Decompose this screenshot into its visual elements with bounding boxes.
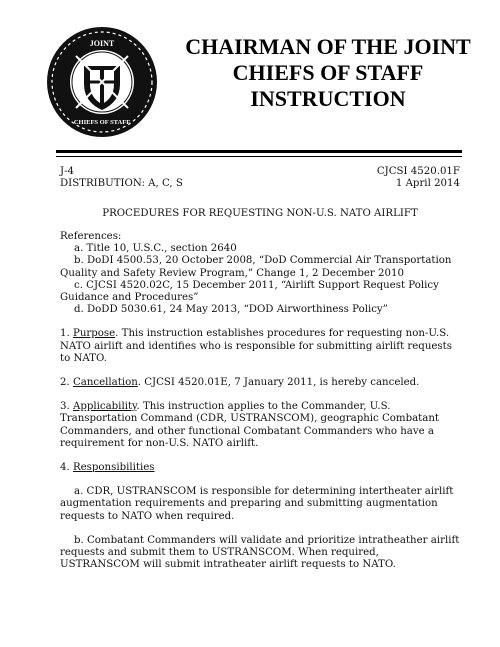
document-body <box>60 231 460 571</box>
title-line-2: CHIEFS OF STAFF <box>232 60 424 85</box>
document-title: PROCEDURES FOR REQUESTING NON-U.S. NATO AIRLIFT <box>102 208 418 219</box>
jcs-seal <box>46 26 158 138</box>
seal-bottom-text: CHIEFS OF STAFF <box>73 119 131 126</box>
title-line-3: INSTRUCTION <box>250 86 406 111</box>
reference-b: b. DoDI 4500.53, 20 October 2008, “DoD Commercial Air Transportation Quality and Safety Review Program,” Change 1, 2 December 2010 <box>60 255 452 279</box>
applicability-paragraph: 3. Applicability. This instruction applies to the Commander, U.S. Transportation Command (CDR, USTRANSCOM), geographic Combatant Commanders, and other functional Combatant Commanders who have a requirement for non-U.S. NATO airlift. <box>60 401 439 449</box>
responsibility-b: b. Combatant Commanders will validate and prioritize intratheather airlift requests and submit them to USTRANSCOM. When required, USTRANSCOM will submit intratheater airlift requests to NATO. <box>60 534 460 571</box>
responsibility-a: a. CDR, USTRANSCOM is responsible for determining intertheater airlift augmentation requirements and preparing and submitting augmentation requests to NATO when required. <box>60 486 454 522</box>
meta-row-1 <box>60 166 460 178</box>
doc-date: 1 April 2014 <box>395 178 460 189</box>
purpose-paragraph: 1. Purpose. This instruction establishes procedures for requesting non-U.S. NATO airlift and identifies who is responsible for submitting airlift requests to NATO. <box>60 328 452 364</box>
seal-top-text: JOINT <box>89 39 115 48</box>
page-title <box>178 34 478 112</box>
cancellation-heading: Cancellation <box>72 377 138 389</box>
purpose-heading: Purpose <box>72 328 116 340</box>
responsibilities-heading: 4. Responsibilities <box>60 462 155 474</box>
references-heading: References: <box>60 231 122 242</box>
applicability-heading: Applicability <box>72 401 137 413</box>
meta-row-2 <box>60 178 460 190</box>
header-rule-thick <box>56 150 462 153</box>
office-code: J-4 <box>60 166 75 177</box>
doc-number: CJCSI 4520.01F <box>376 166 460 177</box>
header-rule-thin <box>56 156 462 157</box>
reference-a: a. Title 10, U.S.C., section 2640 <box>74 243 237 255</box>
reference-d: d. DoDD 5030.61, 24 May 2013, “DOD Airworthiness Policy” <box>74 304 388 316</box>
reference-c: c. CJCSI 4520.02C, 15 December 2011, “Airlift Support Request Policy Guidance and Procedures” <box>60 279 439 304</box>
cancellation-paragraph: 2. Cancellation. CJCSI 4520.01E, 7 January 2011, is hereby canceled. <box>60 377 420 389</box>
distribution: DISTRIBUTION: A, C, S <box>60 178 183 189</box>
title-line-1: CHAIRMAN OF THE JOINT <box>185 34 471 59</box>
